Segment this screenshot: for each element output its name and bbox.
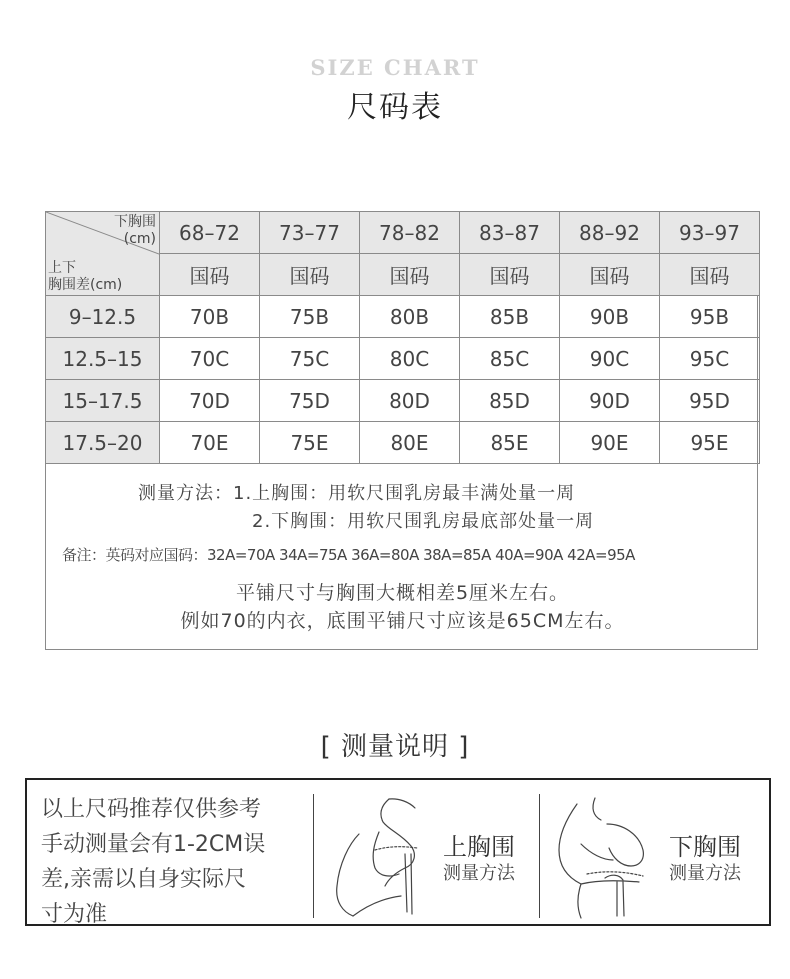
size-cell: 95E [660,422,760,464]
size-chart [45,211,758,650]
size-cell: 95D [660,380,760,422]
corner-bottom-label-1: 上下 [48,260,76,276]
page-title: 尺码表 [347,90,443,125]
upper-bust-sublabel: 测量方法 [443,863,515,884]
size-cell: 85C [460,338,560,380]
size-label-header: 国码 [560,254,660,296]
corner-bottom-label [48,260,122,294]
size-label-header: 国码 [260,254,360,296]
size-cell: 80E [360,422,460,464]
range-header: 73–77 [260,212,360,254]
under-bust-sublabel: 测量方法 [669,863,741,884]
corner-top-label-2: (cm) [123,231,156,247]
corner-cell [46,212,160,296]
method-line-2: 2.下胸围：用软尺围乳房最底部处量一周 [252,511,595,532]
size-cell: 85E [460,422,560,464]
size-cell: 80D [360,380,460,422]
range-header: 78–82 [360,212,460,254]
size-cell: 75D [260,380,360,422]
under-bust-measure-icon [547,794,662,919]
disclaimer-line: 以上尺码推荐仅供参考 [41,797,262,822]
size-cell: 75B [260,296,360,338]
table-row [46,380,760,422]
table-row [46,296,760,338]
disclaimer-line: 手动测量会有1-2CM误 [41,832,266,857]
size-cell: 90C [560,338,660,380]
corner-top-label [114,214,156,248]
size-label-header: 国码 [160,254,260,296]
method-line-1: 测量方法：1.上胸围：用软尺围乳房最丰满处量一周 [138,483,576,504]
size-cell: 85D [460,380,560,422]
flat-size-line-1: 平铺尺寸与胸围大概相差5厘米左右。 [235,582,570,604]
range-header: 83–87 [460,212,560,254]
size-label-header: 国码 [660,254,760,296]
table-row [46,422,760,464]
under-bust-label: 下胸围 [669,833,741,861]
range-header: 88–92 [560,212,660,254]
header-row-ranges [46,212,760,254]
size-cell: 75C [260,338,360,380]
size-cell: 90E [560,422,660,464]
bust-diff-cell: 17.5–20 [46,422,160,464]
size-cell: 95B [660,296,760,338]
size-cell: 70D [160,380,260,422]
size-table [45,211,760,464]
size-cell: 70B [160,296,260,338]
disclaimer-text [41,792,311,932]
bust-diff-cell: 9–12.5 [46,296,160,338]
size-cell: 80B [360,296,460,338]
size-cell: 85B [460,296,560,338]
size-cell: 75E [260,422,360,464]
range-header: 93–97 [660,212,760,254]
measure-instructions [25,778,771,926]
corner-top-label-1: 下胸围 [114,214,156,230]
size-cell: 90B [560,296,660,338]
corner-bottom-label-2: 胸围差(cm) [48,277,123,293]
remark-line: 备注：英码对应国码：32A=70A 34A=75A 36A=80A 38A=85A 40A=90A 42A=95A [62,546,635,564]
bust-diff-cell: 15–17.5 [46,380,160,422]
upper-bust-measure-icon [319,794,429,919]
divider [539,794,540,918]
measure-section-title: [ 测量说明 ] [320,732,470,762]
bust-diff-cell: 12.5–15 [46,338,160,380]
size-cell: 80C [360,338,460,380]
size-label-header: 国码 [460,254,560,296]
table-row [46,338,760,380]
size-cell: 90D [560,380,660,422]
flat-size-line-2: 例如70的内衣，底围平铺尺寸应该是65CM左右。 [180,610,625,632]
range-header: 68–72 [160,212,260,254]
title-english: SIZE CHART [310,55,480,80]
disclaimer-line: 差,亲需以自身实际尺 [41,867,246,892]
disclaimer-line: 寸为准 [41,902,108,927]
upper-bust-label: 上胸围 [443,833,515,861]
size-label-header: 国码 [360,254,460,296]
size-cell: 70E [160,422,260,464]
size-cell: 95C [660,338,760,380]
size-cell: 70C [160,338,260,380]
divider [313,794,314,918]
